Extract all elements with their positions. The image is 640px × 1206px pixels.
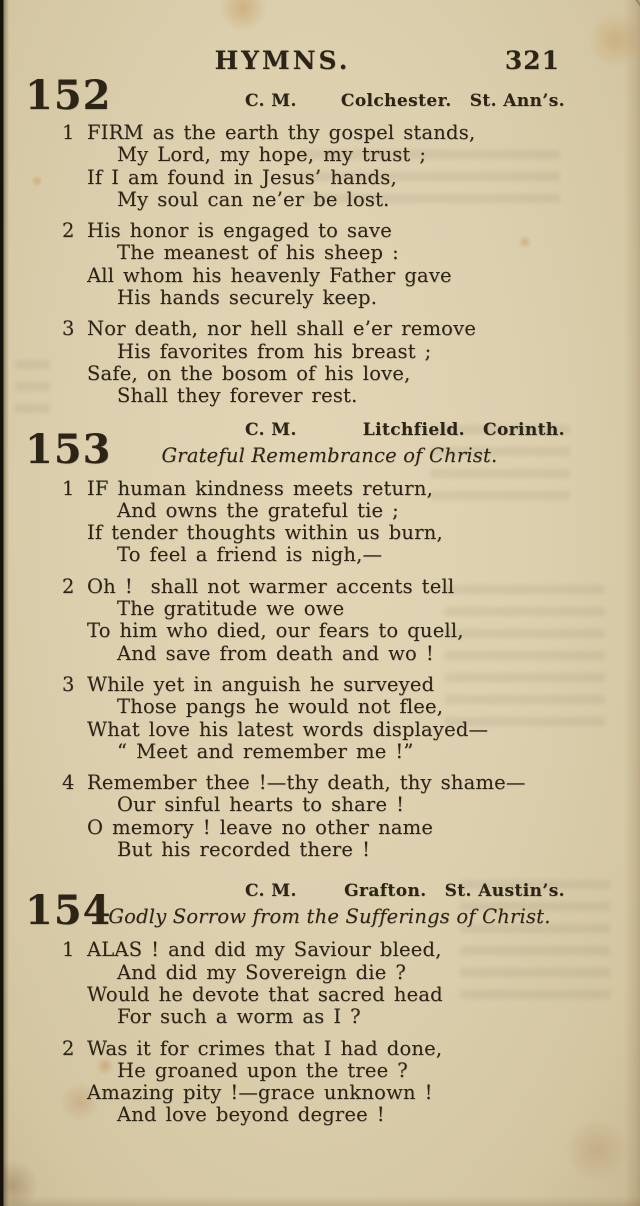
verse — [57, 318, 568, 407]
meter-tune-row — [57, 420, 568, 443]
hymn-subtitle: Godly Sorrow from the Sufferings of Christ. — [108, 905, 551, 929]
hymn-meter: C. M. — [245, 91, 297, 111]
page-curl-crease — [630, 0, 640, 40]
hymn-meter: C. M. — [245, 881, 297, 902]
hymn-152 — [25, 72, 568, 408]
tune-name: Litchfield. — [362, 419, 466, 440]
hymn-number: 152 — [25, 72, 112, 119]
verse-line: For such a worm as I ? — [117, 1005, 361, 1029]
running-header — [57, 46, 568, 76]
verse — [57, 220, 568, 309]
hymn-subtitle: Grateful Remembrance of Christ. — [161, 443, 498, 467]
page-title: HYMNS. — [214, 46, 351, 75]
meter-tune-row — [57, 91, 568, 114]
verse-line: Remember thee !—thy death, thy shame— — [87, 771, 526, 795]
hymn-header — [25, 419, 568, 473]
verse-line: His honor is engaged to save — [87, 219, 392, 243]
verse-line: And owns the grateful tie ; — [117, 498, 399, 522]
verse-line: If tender thoughts within us burn, — [87, 521, 443, 545]
verse-line: IF human kindness meets return, — [87, 476, 433, 500]
bleed-through-smudge — [15, 360, 50, 415]
verse-number: 4 — [62, 771, 75, 795]
tune-names — [341, 91, 565, 111]
verse-line: Shall they forever rest. — [117, 384, 358, 408]
verse-line: O memory ! leave no other name — [87, 815, 434, 839]
page-number: 321 — [504, 46, 560, 75]
verse-line: While yet in anguish he surveyed — [87, 672, 435, 696]
hymn-153 — [25, 419, 568, 862]
verse-line: And love beyond degree ! — [117, 1103, 385, 1127]
tune-name: St. Ann’s. — [469, 91, 565, 111]
verse-line: My Lord, my hope, my trust ; — [117, 143, 427, 167]
verse-number: 1 — [62, 121, 75, 144]
verse — [57, 576, 568, 665]
verse-number: 1 — [62, 938, 75, 962]
verse — [57, 939, 568, 1028]
verse-line: All whom his heavenly Father gave — [87, 263, 452, 287]
meter-tune-row — [57, 881, 568, 904]
verse-line: ALAS ! and did my Saviour bleed, — [87, 938, 442, 962]
tune-names — [344, 881, 565, 901]
verse-line: Was it for crimes that I had done, — [87, 1036, 443, 1060]
tune-name: Colchester. — [340, 91, 452, 111]
tune-names — [363, 420, 565, 440]
hymn-header — [25, 72, 568, 119]
verse — [57, 674, 568, 763]
verse-line: Our sinful hearts to share ! — [117, 793, 405, 817]
verse-line: To him who died, our fears to quell, — [87, 619, 464, 643]
verse-line: Would he devote that sacred head — [87, 982, 443, 1006]
tune-name: Grafton. — [344, 881, 427, 902]
verse-number: 3 — [62, 317, 75, 341]
verse-line: “ Meet and remember me !” — [117, 739, 414, 763]
verse — [57, 122, 568, 211]
verse-number: 2 — [62, 219, 75, 243]
verse-line: But his recorded there ! — [117, 838, 371, 862]
verse — [57, 1038, 568, 1127]
verse-number: 1 — [62, 476, 75, 500]
hymn-number: 154 — [25, 887, 112, 935]
verse-line: His favorites from his breast ; — [117, 339, 432, 363]
hymn-number: 153 — [25, 425, 112, 473]
verse-line: He groaned upon the tree ? — [117, 1058, 408, 1082]
verse-line: To feel a friend is nigh,— — [117, 543, 383, 567]
hymn-header — [25, 881, 568, 935]
verse — [57, 478, 568, 567]
verse-line: The gratitude we owe — [117, 597, 345, 621]
verse-line: The meanest of his sheep : — [117, 241, 399, 265]
hymn-154 — [25, 881, 568, 1127]
verse-number: 2 — [62, 1036, 75, 1060]
verse-line: Nor death, nor hell shall e’er remove — [87, 317, 477, 341]
verse-line: Safe, on the bosom of his love, — [87, 361, 411, 385]
verse-number: 3 — [62, 672, 75, 696]
verse-line: And save from death and wo ! — [117, 641, 434, 665]
verse-line: My soul can ne’er be lost. — [117, 187, 390, 211]
verse-line: And did my Sovereign die ? — [117, 960, 407, 984]
tune-name: Corinth. — [483, 419, 565, 440]
verse-number: 2 — [62, 574, 75, 598]
verse-line: FIRM as the earth thy gospel stands, — [87, 121, 476, 144]
verse-line: What love his latest words displayed— — [87, 717, 489, 741]
hymn-meter: C. M. — [245, 419, 297, 440]
verse-line: Those pangs he would not flee, — [117, 695, 444, 719]
text-column — [25, 46, 568, 1136]
verse-line: Amazing pity !—grace unknown ! — [87, 1081, 433, 1105]
verse — [57, 772, 568, 861]
verse-line: Oh ! shall not warmer accents tell — [87, 574, 455, 598]
verse-line: His hands securely keep. — [117, 286, 378, 310]
verse-line: If I am found in Jesus’ hands, — [87, 165, 397, 189]
tune-name: St. Austin’s. — [444, 881, 565, 902]
